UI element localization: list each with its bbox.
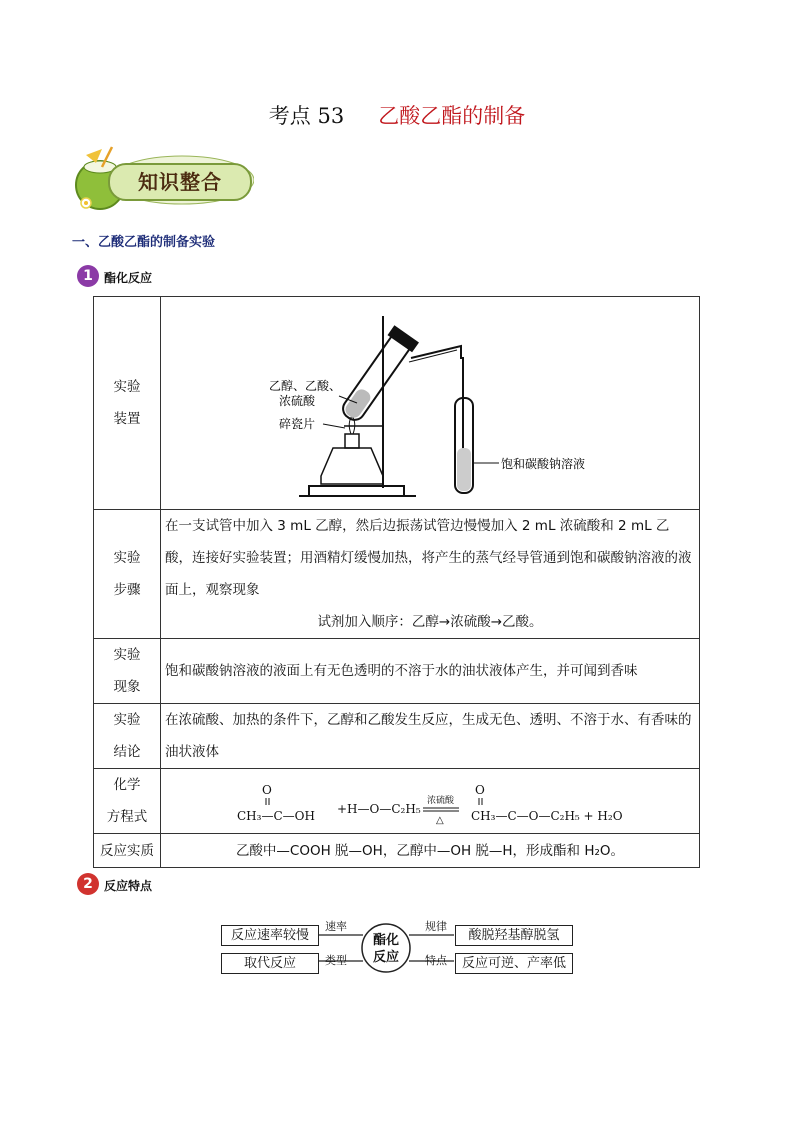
knowledge-banner	[72, 145, 254, 213]
chips-label: 碎瓷片	[279, 416, 316, 431]
page-title	[0, 100, 794, 130]
type-label: 类型	[325, 954, 347, 967]
equation-catalyst: 浓硫酸	[427, 796, 455, 806]
row-label-apparatus	[94, 297, 161, 510]
row-label-steps	[94, 510, 161, 639]
title-main: 乙酸乙酯的制备	[378, 104, 526, 128]
apparatus-diagram	[161, 298, 701, 509]
subsection-title: 反应特点	[104, 879, 153, 893]
label-line: 化学	[113, 777, 141, 793]
equation-alcohol: +H—O—C₂H₅	[337, 802, 421, 816]
row-label-conclusion	[94, 704, 161, 769]
equation-product: CH₃—C—O—C₂H₅ + H₂O	[471, 809, 623, 823]
rate-box: 反应速率较慢	[221, 925, 319, 946]
label-line: 装置	[113, 411, 141, 427]
label-line: 结论	[113, 744, 141, 760]
solution-label: 饱和碳酸钠溶液	[501, 456, 586, 471]
rule-label: 规律	[425, 920, 447, 933]
esterification-table	[93, 296, 700, 868]
equation-oxygen: O	[262, 783, 272, 797]
center-line: 反应	[372, 950, 399, 965]
conclusion-cell: 在浓硫酸、加热的条件下，乙醇和乙酸发生反应，生成无色、透明、不溶于水、有香味的油状液体	[161, 704, 700, 769]
label-line: 实验	[113, 647, 141, 663]
feature-box: 反应可逆、产率低	[455, 953, 573, 974]
essence-cell: 乙酸中—COOH 脱—OH，乙醇中—OH 脱—H，形成酯和 H₂O。	[161, 834, 700, 868]
subsection-number-badge: 2	[77, 873, 99, 895]
subsection-title: 酯化反应	[104, 271, 153, 285]
equation-cell	[161, 769, 700, 834]
banner-text: 知识整合	[108, 163, 252, 201]
equation-heat: △	[436, 815, 444, 826]
reagent-label: 乙醇、乙酸、	[269, 378, 342, 393]
label-line: 实验	[113, 379, 141, 395]
rule-box: 酸脱羟基醇脱氢	[455, 925, 573, 946]
center-line: 酯化	[372, 933, 399, 948]
row-label-equation	[94, 769, 161, 834]
steps-cell	[161, 510, 700, 639]
equation-acid: CH₃—C—OH	[237, 809, 315, 823]
row-label-essence: 反应实质	[94, 834, 161, 868]
label-line: 步骤	[113, 582, 141, 598]
apparatus-cell	[161, 297, 700, 510]
reagent-label: 浓硫酸	[279, 393, 316, 408]
label-line: 现象	[113, 679, 141, 695]
type-box: 取代反应	[221, 953, 319, 974]
label-line: 方程式	[106, 809, 148, 825]
reagent-order: 试剂加入顺序：乙醇→浓硫酸→乙酸。	[317, 614, 543, 630]
feature-label: 特点	[425, 954, 447, 967]
center-node	[362, 932, 410, 966]
equation-oxygen: O	[475, 783, 485, 797]
subsection-number-badge: 1	[77, 265, 99, 287]
steps-text: 在一支试管中加入 3 mL 乙醇，然后边振荡试管边慢慢加入 2 mL 浓硫酸和 2 mL 乙酸，连接好实验装置；用酒精灯缓慢加热，将产生的蒸气经导管通到饱和碳酸钠溶液的液面上，观察现象	[165, 518, 692, 598]
section-heading: 一、乙酸乙酯的制备实验	[72, 235, 216, 250]
title-prefix: 考点 53	[268, 104, 345, 128]
row-label-phenomenon	[94, 639, 161, 704]
phenomenon-cell: 饱和碳酸钠溶液的液面上有无色透明的不溶于水的油状液体产生，并可闻到香味	[161, 639, 700, 704]
label-line: 实验	[113, 712, 141, 728]
rate-label: 速率	[325, 920, 347, 933]
label-line: 实验	[113, 550, 141, 566]
chemical-equation	[161, 770, 701, 832]
